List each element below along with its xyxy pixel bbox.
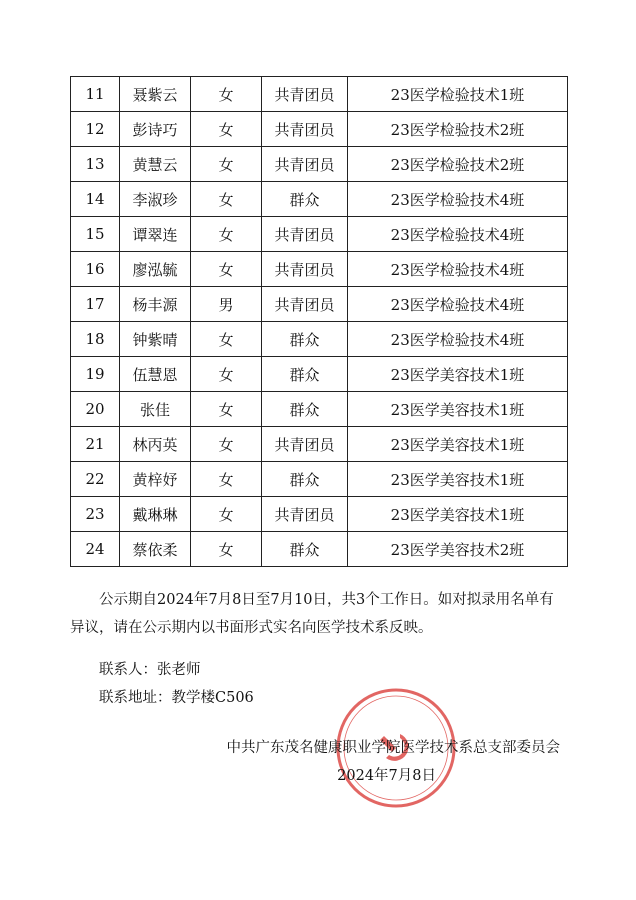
cell-no: 20	[71, 392, 120, 427]
cell-no: 22	[71, 462, 120, 497]
cell-name: 黄慧云	[120, 147, 191, 182]
cell-status: 群众	[262, 392, 348, 427]
table-row	[71, 427, 568, 462]
cell-status: 群众	[262, 532, 348, 567]
cell-no: 23	[71, 497, 120, 532]
table-row	[71, 357, 568, 392]
table-row	[71, 252, 568, 287]
cell-no: 17	[71, 287, 120, 322]
cell-name: 伍慧恩	[120, 357, 191, 392]
cell-status: 共青团员	[262, 497, 348, 532]
cell-class: 23医学美容技术1班	[348, 427, 568, 462]
cell-status: 共青团员	[262, 427, 348, 462]
cell-status: 群众	[262, 462, 348, 497]
cell-gender: 女	[191, 147, 262, 182]
cell-status: 共青团员	[262, 147, 348, 182]
cell-gender: 女	[191, 497, 262, 532]
cell-name: 张佳	[120, 392, 191, 427]
cell-class: 23医学检验技术4班	[348, 322, 568, 357]
table-row	[71, 322, 568, 357]
cell-gender: 女	[191, 182, 262, 217]
cell-status: 群众	[262, 357, 348, 392]
cell-status: 共青团员	[262, 287, 348, 322]
cell-no: 13	[71, 147, 120, 182]
cell-name: 李淑珍	[120, 182, 191, 217]
table-row	[71, 112, 568, 147]
cell-gender: 女	[191, 462, 262, 497]
cell-no: 12	[71, 112, 120, 147]
contact-block	[70, 656, 567, 712]
cell-class: 23医学检验技术1班	[348, 77, 568, 112]
notice-text: 公示期自2024年7月8日至7月10日，共3个工作日。如对拟录用名单有异议，请在公示期内以书面形式实名向医学技术系反映。	[70, 592, 554, 636]
cell-name: 谭翠连	[120, 217, 191, 252]
cell-gender: 女	[191, 112, 262, 147]
cell-class: 23医学检验技术2班	[348, 112, 568, 147]
cell-gender: 女	[191, 252, 262, 287]
cell-name: 聂紫云	[120, 77, 191, 112]
table-row	[71, 462, 568, 497]
table-row	[71, 532, 568, 567]
cell-class: 23医学美容技术1班	[348, 392, 568, 427]
cell-status: 共青团员	[262, 252, 348, 287]
cell-class: 23医学检验技术2班	[348, 147, 568, 182]
cell-no: 24	[71, 532, 120, 567]
table-row	[71, 77, 568, 112]
cell-status: 共青团员	[262, 77, 348, 112]
cell-class: 23医学美容技术1班	[348, 497, 568, 532]
cell-no: 19	[71, 357, 120, 392]
cell-class: 23医学检验技术4班	[348, 287, 568, 322]
cell-gender: 女	[191, 427, 262, 462]
signature-date: 2024年7月8日	[337, 768, 436, 784]
notice-paragraph	[70, 586, 567, 642]
cell-no: 16	[71, 252, 120, 287]
cell-class: 23医学美容技术1班	[348, 357, 568, 392]
cell-gender: 女	[191, 392, 262, 427]
cell-status: 群众	[262, 182, 348, 217]
table-row	[71, 147, 568, 182]
cell-no: 15	[71, 217, 120, 252]
cell-class: 23医学检验技术4班	[348, 252, 568, 287]
cell-gender: 女	[191, 532, 262, 567]
cell-gender: 女	[191, 77, 262, 112]
roster-table	[70, 76, 568, 567]
cell-name: 廖泓毓	[120, 252, 191, 287]
cell-class: 23医学美容技术2班	[348, 532, 568, 567]
table-row	[71, 182, 568, 217]
cell-name: 钟紫晴	[120, 322, 191, 357]
cell-gender: 女	[191, 357, 262, 392]
cell-name: 杨丰源	[120, 287, 191, 322]
cell-gender: 女	[191, 217, 262, 252]
cell-name: 戴琳琳	[120, 497, 191, 532]
roster-body	[71, 77, 568, 567]
cell-name: 林丙英	[120, 427, 191, 462]
cell-no: 18	[71, 322, 120, 357]
cell-no: 21	[71, 427, 120, 462]
contact-person: 联系人：张老师	[99, 662, 201, 678]
table-row	[71, 217, 568, 252]
cell-status: 共青团员	[262, 112, 348, 147]
cell-gender: 男	[191, 287, 262, 322]
table-row	[71, 287, 568, 322]
table-row	[71, 392, 568, 427]
cell-class: 23医学美容技术1班	[348, 462, 568, 497]
contact-address: 联系地址：教学楼C506	[99, 690, 254, 706]
cell-name: 蔡依柔	[120, 532, 191, 567]
cell-no: 11	[71, 77, 120, 112]
cell-name: 彭诗巧	[120, 112, 191, 147]
signature-organization: 中共广东茂名健康职业学院医学技术系总支部委员会	[226, 740, 560, 756]
cell-gender: 女	[191, 322, 262, 357]
cell-class: 23医学检验技术4班	[348, 182, 568, 217]
cell-no: 14	[71, 182, 120, 217]
cell-name: 黄梓妤	[120, 462, 191, 497]
cell-status: 共青团员	[262, 217, 348, 252]
cell-class: 23医学检验技术4班	[348, 217, 568, 252]
cell-status: 群众	[262, 322, 348, 357]
table-row	[71, 497, 568, 532]
